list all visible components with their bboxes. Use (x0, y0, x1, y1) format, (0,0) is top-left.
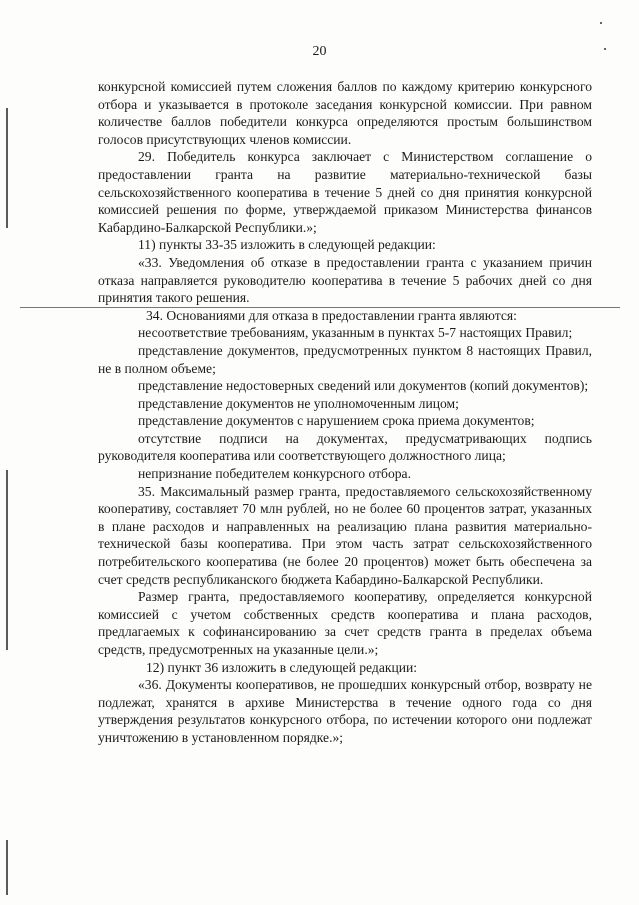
list-item-incomplete: представление документов, предусмотренных пунктом 8 настоящих Правил, не в полном объеме; (98, 342, 592, 376)
paragraph-item-12: 12) пункт 36 изложить в следующей редакции: (146, 659, 418, 675)
paragraph-grant-size: Размер гранта, предоставляемого кооперативу, определяется конкурсной комиссией с учетом собственных средств кооператива и плана расходов, предлагаемых к софинансированию за счет средств гранта в пределах объема средств, предусмотренных на указанные цели.»; (98, 589, 592, 657)
scan-mark-left-bottom (6, 840, 8, 895)
paragraph-33: «33. Уведомления об отказе в предоставлении гранта с указанием причин отказа направляется руководителю кооператива в течение 5 рабочих дней со дня принятия такого решения. (98, 254, 592, 306)
paragraph-29: 29. Победитель конкурса заключает с Министерством соглашение о предоставлении гранта на развитие материально-технической базы сельскохозяйственного кооператива в течение 5 дней со дня принятия конкурсной комиссией решения по форме, утверждаемой приказом Министерства финансов Кабардино-Балкарской Республики.»; (98, 149, 592, 235)
list-item-no-signature: отсутствие подписи на документах, предусматривающих подпись руководителя кооператива или соответствующего должностного лица; (98, 430, 592, 464)
list-item-requirements: несоответствие требованиям, указанным в пунктах 5-7 настоящих Правил; (138, 325, 573, 341)
list-item-false-info: представление недостоверных сведений или документов (копий документов); (138, 378, 589, 394)
document-body (98, 78, 592, 747)
paragraph-35: 35. Максимальный размер гранта, предоставляемого сельскохозяйственному кооперативу, составляет 70 млн рублей, но не более 60 процентов затрат, указанных в плане расходов и направленных на реализацию плана развития материально-технической базы кооператива. При этом часть затрат сельскохозяйственного потребительского кооператива (не более 20 процентов) может быть обеспечена за счет средств республиканского бюджета Кабардино-Балкарской Республики. (98, 483, 592, 587)
paragraph-item-11: 11) пункты 33-35 изложить в следующей редакции: (138, 237, 436, 253)
scan-dot-top (600, 22, 602, 24)
paragraph-34: 34. Основаниями для отказа в предоставлении гранта являются: (146, 307, 517, 323)
paragraph-36: «36. Документы кооперативов, не прошедших конкурсный отбор, возврату не подлежат, хранятся в архиве Министерства в течение одного года со дня утверждения результатов конкурсного отбора, по истечении которого они подлежат уничтожению в установленном порядке.»; (98, 677, 592, 745)
list-item-unauthorized: представление документов не уполномоченным лицом; (138, 395, 459, 411)
page-number: 20 (312, 44, 327, 59)
list-item-not-winner: непризнание победителем конкурсного отбора. (138, 466, 411, 482)
paragraph-continuation: конкурсной комиссией путем сложения баллов по каждому критерию конкурсного отбора и указывается в протоколе заседания конкурсной комиссии. При равном количестве баллов победители конкурса определяются простым большинством голосов присутствующих членов комиссии. (98, 79, 592, 147)
scan-mark-left-top (6, 108, 8, 228)
list-item-late: представление документов с нарушением срока приема документов; (138, 413, 535, 429)
scan-mark-left-middle (6, 470, 8, 650)
